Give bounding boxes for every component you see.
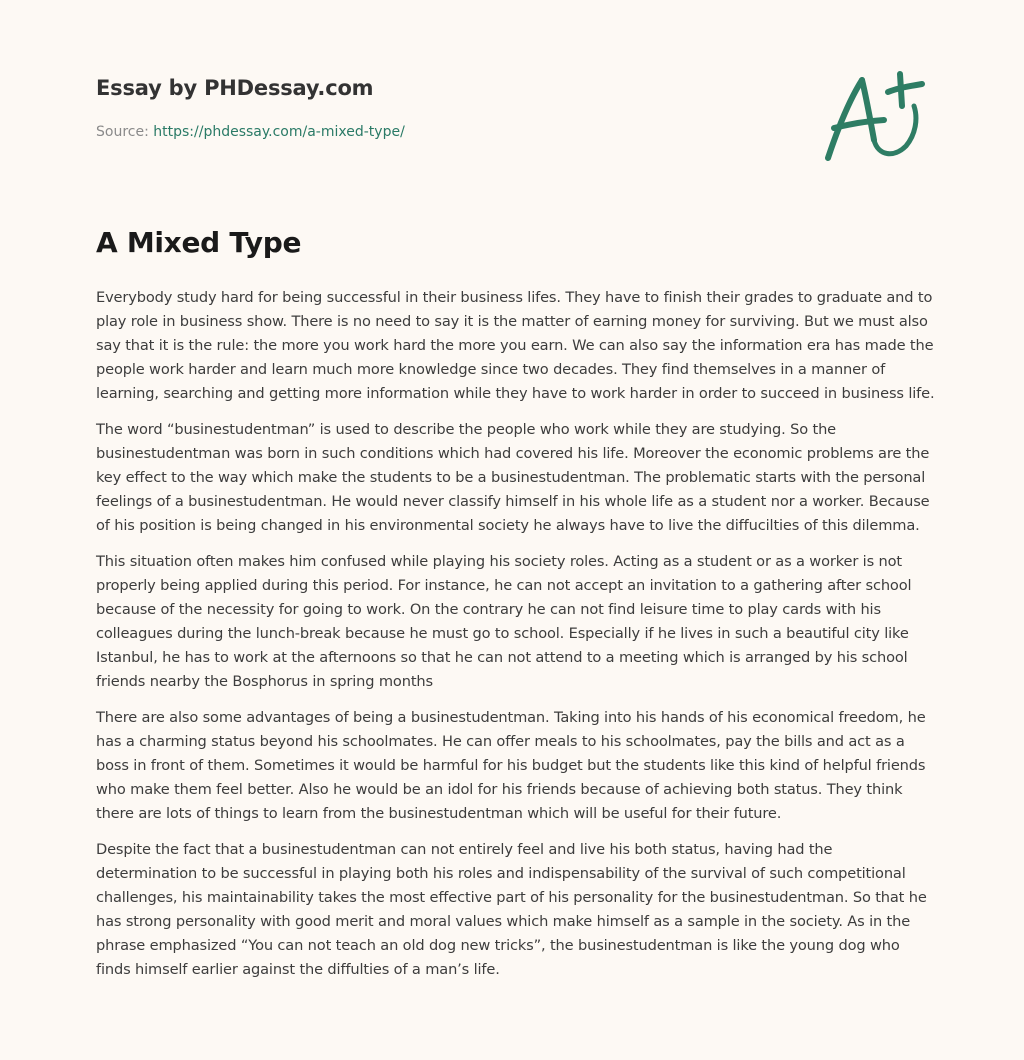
a-plus-grade-icon xyxy=(822,66,930,166)
essay-paragraph: Despite the fact that a businestudentman can not entirely feel and live his both status, having had the determination to be successful in playing both his roles and indispensability of the survival of such competitional challenges, his maintainability takes the most effective part of his personality for the businestudentman. So that he has strong personality with good merit and moral values which make himself as a sample in the society. As in the phrase emphasized “You can not teach an old dog new tricks”, the businestudentman is like the young dog who finds himself earlier against the diffulties of a man’s life. xyxy=(96,841,927,978)
essay-paragraph: There are also some advantages of being a businestudentman. Taking into his hands of his economical freedom, he has a charming status beyond his schoolmates. He can offer meals to his schoolmates, pay the bills and act as a boss in front of them. Sometimes it would be harmful for his budget but the students like this kind of helpful friends who make them feel better. Also he would be an idol for his friends because of achieving both status. They think there are lots of things to learn from the businestudentman which will be useful for their future. xyxy=(96,709,926,822)
page-header xyxy=(96,0,936,200)
essay-paragraph: The word “businestudentman” is used to describe the people who work while they are studying. So the businestudentman was born in such conditions which had covered his life. Moreover the economic problems are the key effect to the way which make the students to be a businestudentman. The problematic starts with the personal feelings of a businestudentman. He would never classify himself in his whole life as a student nor a worker. Because of his position is being changed in his environmental society he always have to live the diffucilties of this dilemma. xyxy=(96,421,930,534)
essay-title: A Mixed Type xyxy=(96,226,302,259)
essay-paragraph: Everybody study hard for being successful in their business lifes. They have to finish their grades to graduate and to play role in business show. There is no need to say it is the matter of earning money for surviving. But we must also say that it is the rule: the more you work hard the more you earn. We can also say the information era has made the people work harder and learn much more knowledge since two decades. They find themselves in a manner of learning, searching and getting more information while they have to work harder in order to succeed in business life. xyxy=(96,289,935,402)
essay-paragraph: This situation often makes him confused while playing his society roles. Acting as a student or as a worker is not properly being applied during this period. For instance, he can not accept an invitation to a gathering after school because of the necessity for going to work. On the contrary he can not find leisure time to play cards with his colleagues during the lunch-break because he must go to school. Especially if he lives in such a beautiful city like Istanbul, he has to work at the afternoons so that he can not attend to a meeting which is arranged by his school friends nearby the Bosphorus in spring months xyxy=(96,553,912,690)
essay-body xyxy=(96,286,936,994)
source-link[interactable]: https://phdessay.com/a-mixed-type/ xyxy=(153,124,405,140)
source-line xyxy=(96,124,405,140)
site-title: Essay by PHDessay.com xyxy=(96,76,374,100)
header xyxy=(96,0,936,200)
source-label: Source: xyxy=(96,124,154,140)
